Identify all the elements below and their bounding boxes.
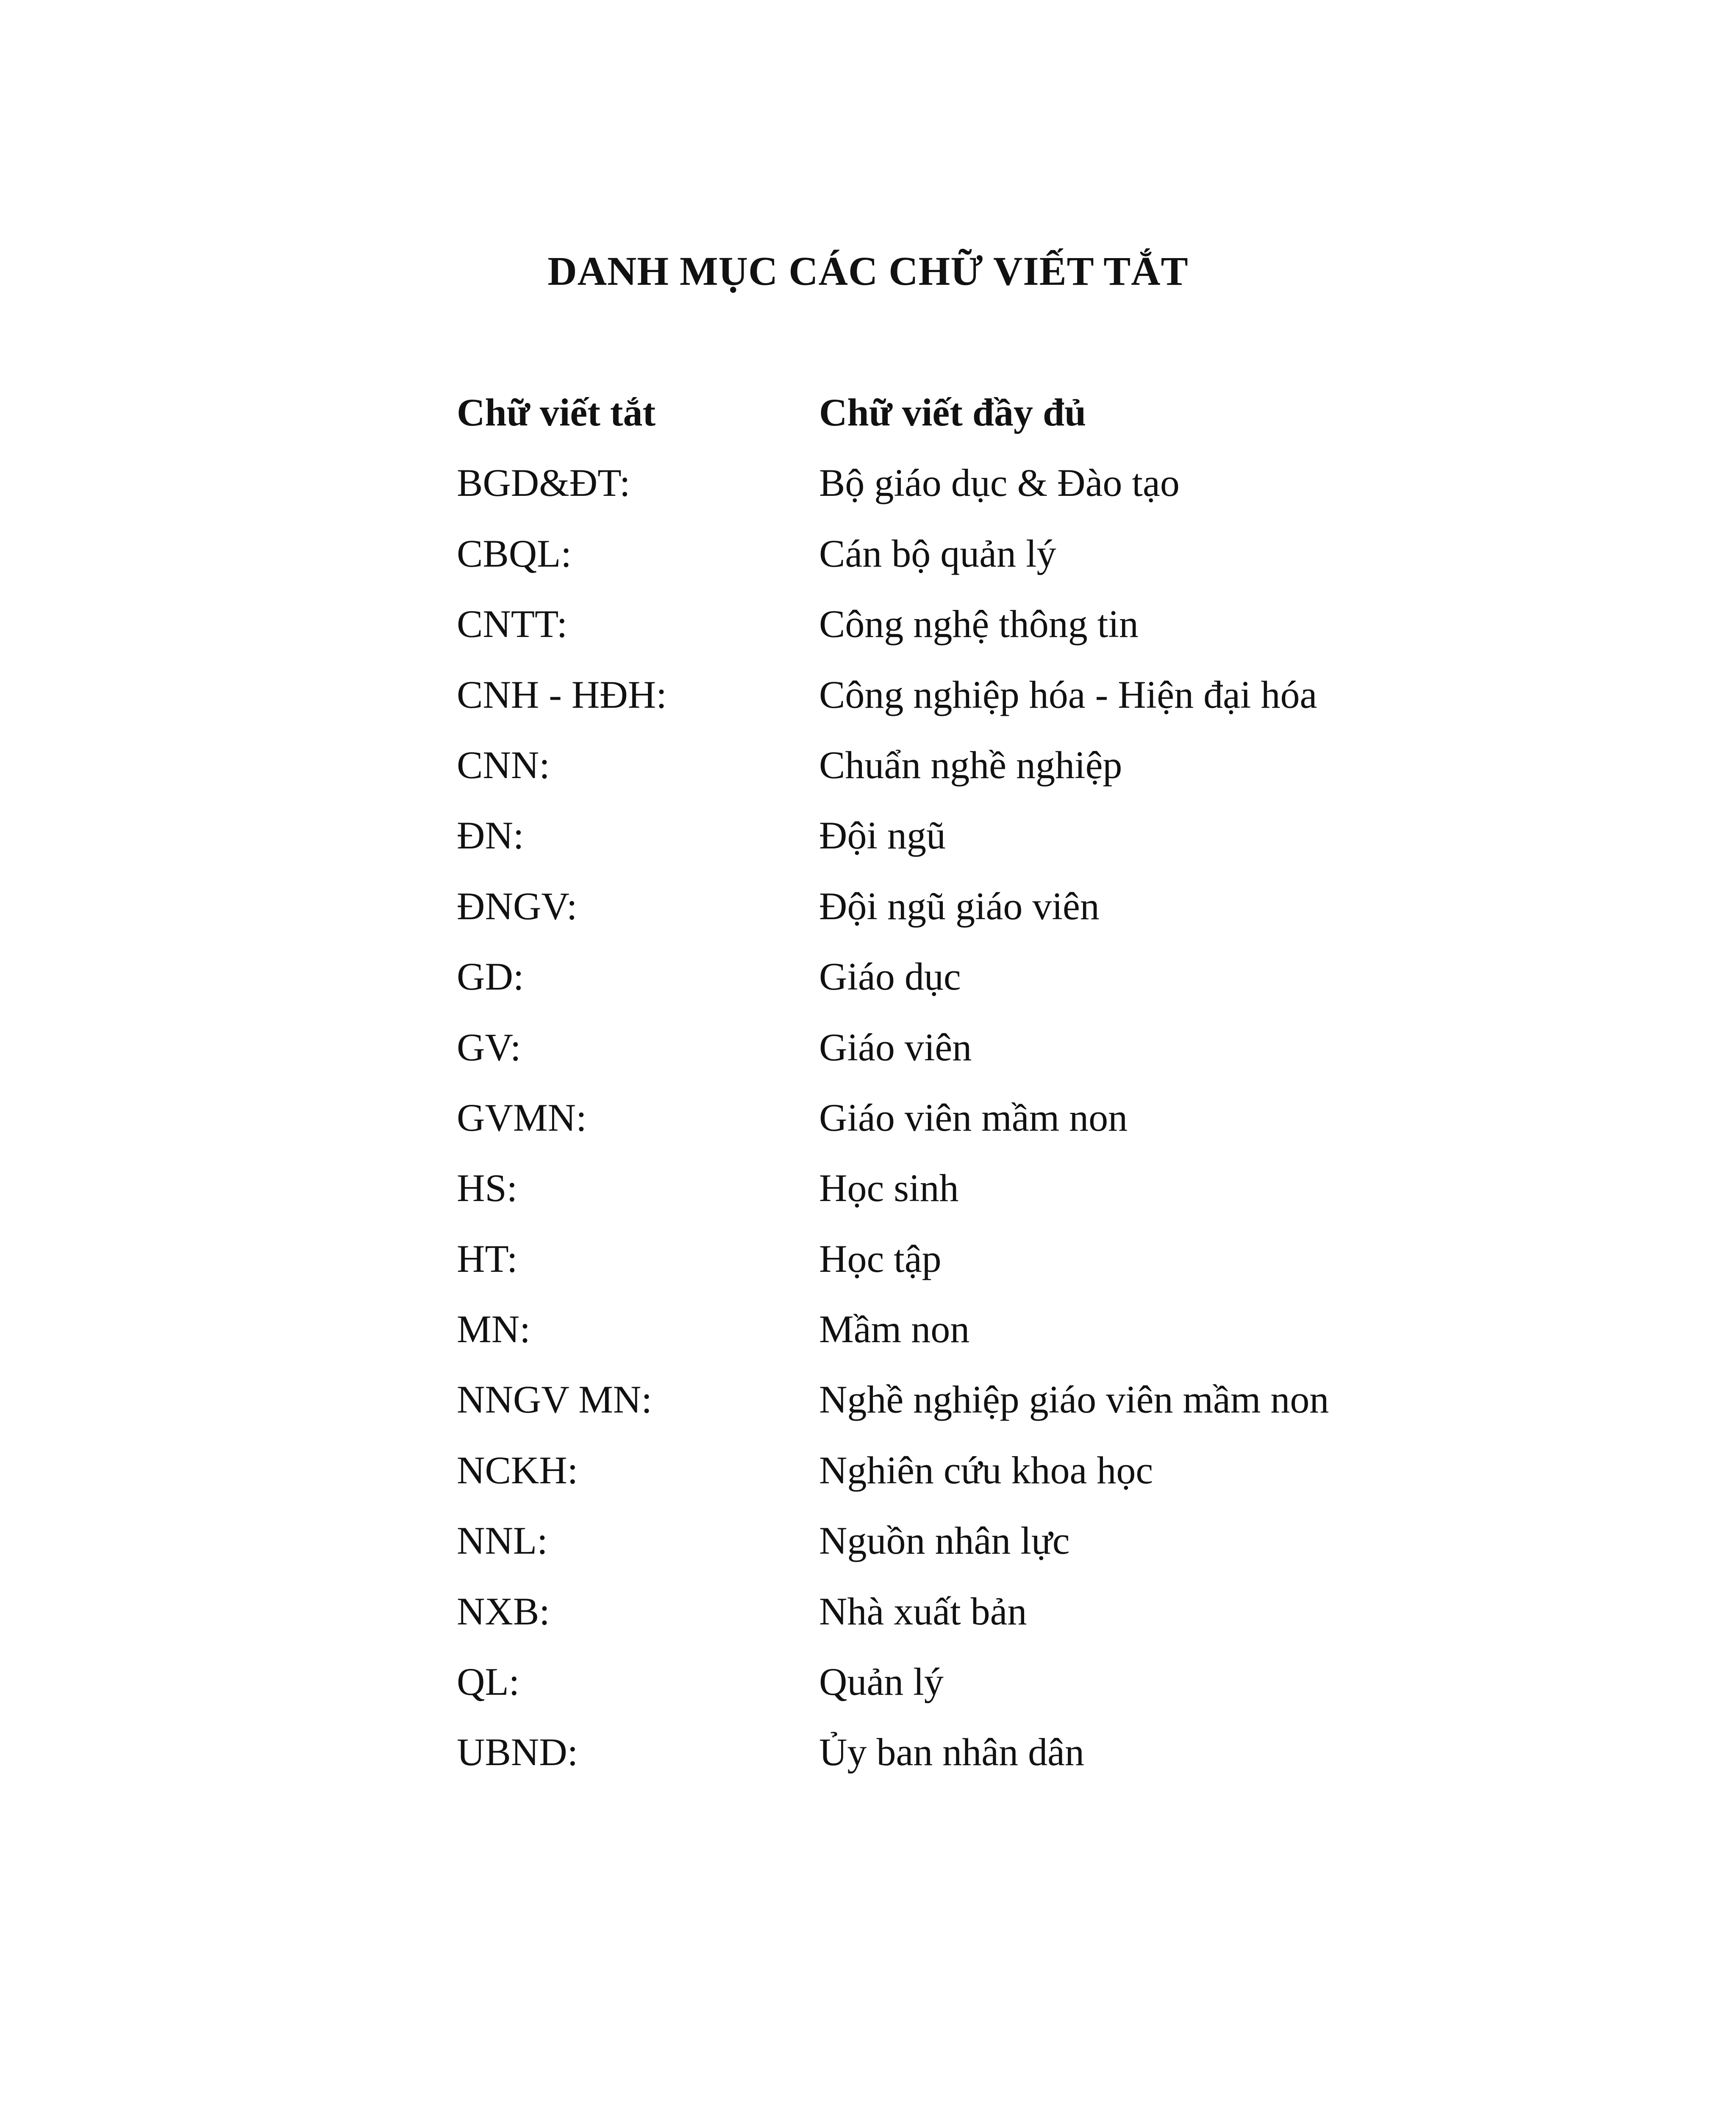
full-form-cell: Đội ngũ <box>819 814 946 857</box>
abbreviation-cell: GVMN: <box>457 1096 587 1139</box>
table-header-row <box>457 383 1474 453</box>
header-abbreviation: Chữ viết tắt <box>457 391 656 434</box>
abbreviation-cell: QL: <box>457 1660 520 1704</box>
abbreviation-cell: BGD&ĐT: <box>457 461 631 505</box>
full-form-cell: Ủy ban nhân dân <box>819 1730 1084 1774</box>
abbreviation-cell: GD: <box>457 955 524 998</box>
table-row <box>457 1299 1474 1370</box>
table-row <box>457 947 1474 1017</box>
full-form-cell: Công nghiệp hóa - Hiện đại hóa <box>819 673 1317 716</box>
table-row <box>457 1440 1474 1511</box>
table-row <box>457 735 1474 806</box>
header-full-form: Chữ viết đầy đủ <box>819 391 1086 434</box>
full-form-cell: Giáo dục <box>819 955 961 998</box>
abbreviation-cell: MN: <box>457 1307 531 1351</box>
full-form-cell: Công nghệ thông tin <box>819 602 1139 646</box>
abbreviation-cell: CNN: <box>457 743 550 787</box>
table-row <box>457 524 1474 594</box>
abbreviation-cell: NXB: <box>457 1589 550 1633</box>
abbreviation-cell: NNL: <box>457 1519 548 1563</box>
abbreviation-cell: HT: <box>457 1237 518 1280</box>
abbreviation-cell: NCKH: <box>457 1448 578 1492</box>
full-form-cell: Đội ngũ giáo viên <box>819 884 1100 928</box>
abbreviation-cell: NNGV MN: <box>457 1378 652 1421</box>
abbreviation-cell: ĐN: <box>457 814 524 857</box>
abbreviation-cell: HS: <box>457 1166 518 1210</box>
abbreviation-cell: CNH - HĐH: <box>457 673 667 716</box>
full-form-cell: Mầm non <box>819 1307 970 1351</box>
table-row <box>457 1018 1474 1088</box>
abbreviation-cell: UBND: <box>457 1730 578 1774</box>
table-row <box>457 1722 1474 1793</box>
table-row <box>457 453 1474 523</box>
table-row <box>457 806 1474 876</box>
full-form-cell: Cán bộ quản lý <box>819 531 1056 575</box>
table-row <box>457 594 1474 665</box>
abbreviation-cell: ĐNGV: <box>457 884 578 928</box>
table-row <box>457 1370 1474 1440</box>
page-title: DANH MỤC CÁC CHỮ VIẾT TẮT <box>547 248 1189 294</box>
full-form-cell: Bộ giáo dục & Đào tạo <box>819 461 1180 505</box>
full-form-cell: Giáo viên mầm non <box>819 1096 1128 1139</box>
abbreviation-cell: CBQL: <box>457 531 572 575</box>
full-form-cell: Nghề nghiệp giáo viên mầm non <box>819 1378 1329 1421</box>
abbreviation-cell: CNTT: <box>457 602 568 646</box>
full-form-cell: Giáo viên <box>819 1025 972 1069</box>
full-form-cell: Nhà xuất bản <box>819 1589 1027 1633</box>
full-form-cell: Nghiên cứu khoa học <box>819 1448 1153 1492</box>
table-row <box>457 1511 1474 1581</box>
full-form-cell: Chuẩn nghề nghiệp <box>819 743 1122 787</box>
abbreviation-table <box>457 383 1474 1793</box>
abbreviation-cell: GV: <box>457 1025 521 1069</box>
full-form-cell: Quản lý <box>819 1660 944 1704</box>
full-form-cell: Học sinh <box>819 1166 959 1210</box>
full-form-cell: Nguồn nhân lực <box>819 1519 1070 1563</box>
full-form-cell: Học tập <box>819 1237 942 1280</box>
table-row <box>457 1158 1474 1229</box>
table-row <box>457 1088 1474 1158</box>
table-row <box>457 1582 1474 1652</box>
table-row <box>457 876 1474 947</box>
table-row <box>457 1229 1474 1299</box>
table-row <box>457 665 1474 735</box>
table-row <box>457 1652 1474 1722</box>
